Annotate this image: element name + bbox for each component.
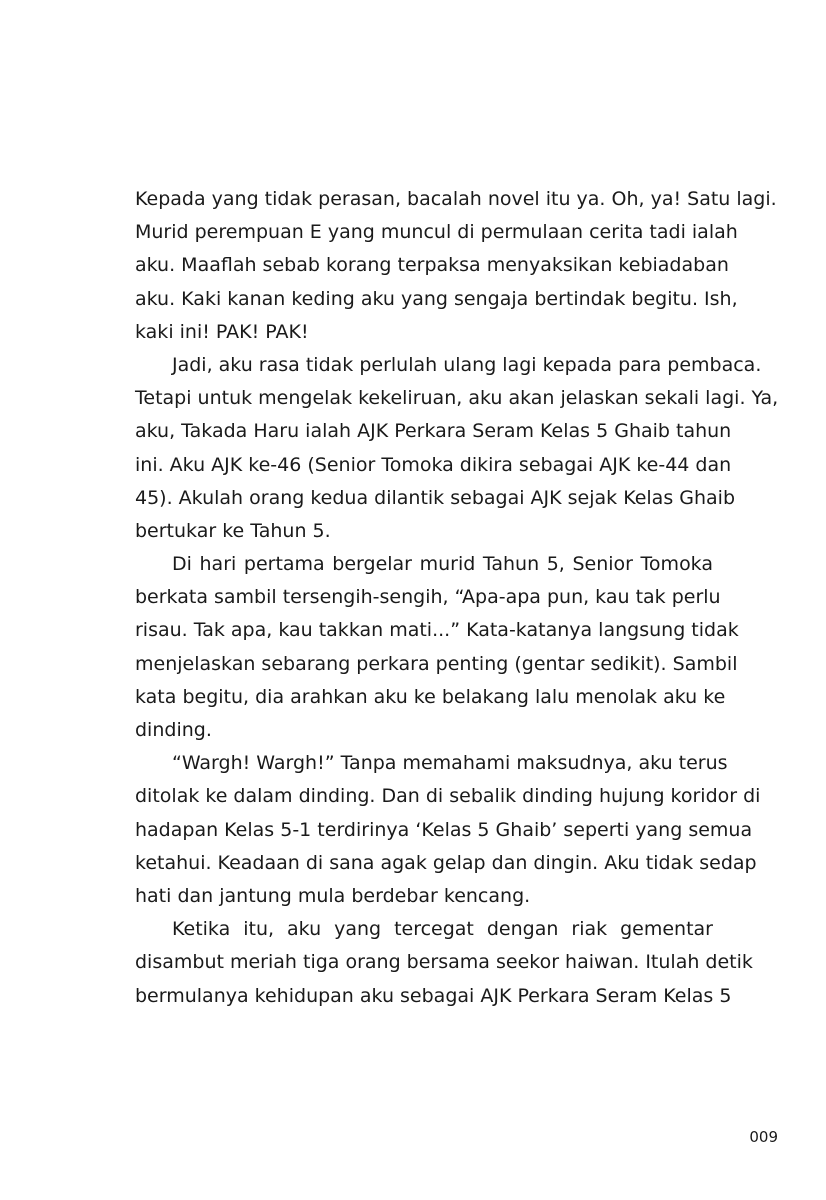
text-line: Kepada yang tidak perasan, bacalah novel itu ya. Oh, ya! Satu lagi.	[135, 188, 777, 210]
paragraph	[135, 183, 777, 349]
text-line: ini. Aku AJK ke-46 (Senior Tomoka dikira sebagai AJK ke-44 dan	[135, 453, 732, 476]
text-line: disambut meriah tiga orang bersama seekor haiwan. Itulah detik	[135, 951, 753, 974]
text-line: kaki ini! PAK! PAK!	[135, 320, 309, 343]
text-line: Tetapi untuk mengelak kekeliruan, aku akan jelaskan sekali lagi. Ya,	[135, 387, 779, 410]
text-line: aku. Maaflah sebab korang terpaksa menyaksikan kebiadaban	[135, 254, 729, 277]
text-line: Murid perempuan E yang muncul di permulaan cerita tadi ialah	[135, 221, 738, 244]
text-line: Di hari pertama bergelar murid Tahun 5, Senior Tomoka	[172, 553, 713, 576]
text-line: aku. Kaki kanan keding aku yang sengaja bertindak begitu. Ish,	[135, 287, 738, 310]
text-line: risau. Tak apa, kau takkan mati...” Kata-katanya langsung tidak	[135, 619, 739, 642]
text-line: hadapan Kelas 5-1 terdirinya ‘Kelas 5 Ghaib’ seperti yang semua	[135, 818, 753, 841]
text-line: bermulanya kehidupan aku sebagai AJK Perkara Seram Kelas 5	[135, 984, 732, 1007]
page-number: 009	[749, 1128, 778, 1146]
paragraph	[135, 349, 779, 548]
text-line: hati dan jantung mula berdebar kencang.	[135, 884, 531, 907]
text-line: kata begitu, dia arahkan aku ke belakang lalu menolak aku ke	[135, 685, 726, 708]
text-line: Jadi, aku rasa tidak perlulah ulang lagi kepada para pembaca.	[172, 353, 762, 376]
text-line: aku, Takada Haru ialah AJK Perkara Seram Kelas 5 Ghaib tahun	[135, 420, 732, 443]
text-line: ditolak ke dalam dinding. Dan di sebalik dinding hujung koridor di	[135, 785, 761, 808]
text-line: menjelaskan sebarang perkara penting (gentar sedikit). Sambil	[135, 652, 738, 675]
text-line: bertukar ke Tahun 5.	[135, 519, 331, 542]
text-line: Ketika itu, aku yang tercegat dengan riak gementar	[172, 918, 713, 941]
paragraph	[135, 913, 753, 1013]
text-line: berkata sambil tersengih-sengih, “Apa-apa pun, kau tak perlu	[135, 586, 721, 609]
text-line: ketahui. Keadaan di sana agak gelap dan dingin. Aku tidak sedap	[135, 851, 757, 874]
paragraph	[135, 548, 739, 747]
text-line: dinding.	[135, 719, 212, 741]
text-line: “Wargh! Wargh!” Tanpa memahami maksudnya, aku terus	[172, 752, 728, 775]
paragraph	[135, 747, 761, 913]
body-text	[135, 183, 779, 1013]
text-line: 45). Akulah orang kedua dilantik sebagai AJK sejak Kelas Ghaib	[135, 486, 736, 509]
